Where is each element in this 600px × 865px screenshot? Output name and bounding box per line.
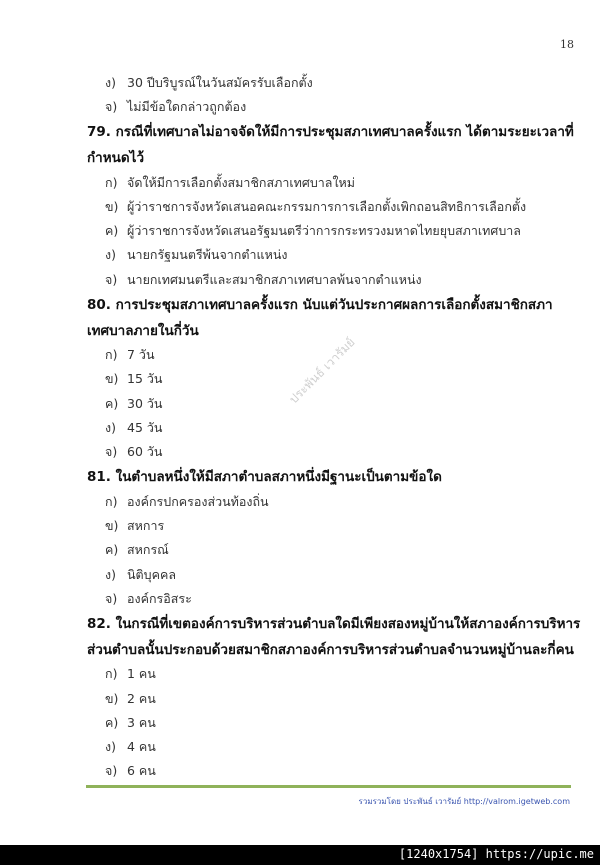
option-label: ก) <box>105 666 118 682</box>
answer-option <box>105 345 155 365</box>
option-text: ผู้ว่าราชการจังหวัดเสนอคณะกรรมการการเลือกตั้งเพิกถอนสิทธิการเลือกตั้ง <box>127 199 527 214</box>
option-label: ก) <box>105 174 118 190</box>
option-text: 45 วัน <box>127 419 163 435</box>
option-text: 30 ปีบริบูรณ์ในวันสมัครรับเลือกตั้ง <box>127 75 313 90</box>
answer-option <box>105 689 156 709</box>
image-info-bar <box>0 845 600 865</box>
option-text: 4 คน <box>127 738 156 754</box>
question-text: เทศบาลภายในกี่วัน <box>87 322 199 339</box>
option-text: ผู้ว่าราชการจังหวัดเสนอรัฐมนตรีว่าการกระทรวงมหาดไทยยุบสภาเทศบาล <box>127 223 521 239</box>
answer-option <box>105 492 269 512</box>
footer-credit: รวมรวมโดย ประพันธ์ เวารัมย์ http://valrom.igetweb.com <box>358 797 570 806</box>
option-label: ค) <box>105 542 119 558</box>
answer-option <box>105 442 162 462</box>
watermark: ประพันธ์ เวารัมย์ <box>286 335 358 407</box>
option-label: จ) <box>105 271 118 287</box>
option-label: จ) <box>105 444 118 459</box>
option-label: ข) <box>105 371 119 387</box>
answer-option <box>105 173 355 193</box>
option-text: นายกเทศมนตรีและสมาชิกสภาเทศบาลพ้นจากตำแหน่ง <box>127 271 422 287</box>
image-info-label: [1240x1754] https://upic.me <box>398 847 594 861</box>
option-text: สหการ <box>127 518 165 534</box>
option-text: 30 วัน <box>127 395 163 411</box>
option-text: องค์กรอิสระ <box>127 590 192 606</box>
option-text: นิติบุคคล <box>127 566 176 582</box>
answer-option <box>105 270 422 290</box>
answer-option <box>105 589 192 609</box>
answer-option <box>105 664 156 684</box>
question-text: 80. การประชุมสภาเทศบาลครั้งแรก นับแต่วันประกาศผลการเลือกตั้งสมาชิกสภา <box>87 296 553 313</box>
answer-option <box>105 369 162 389</box>
option-text: 60 วัน <box>127 444 163 459</box>
option-label: ค) <box>105 395 119 411</box>
option-text: 1 คน <box>127 666 156 682</box>
answer-option <box>105 73 313 93</box>
question-text: 81. ในตำบลหนึ่งให้มีสภาตำบลสภาหนึ่งมีฐานะเป็นตามข้อใด <box>87 469 442 486</box>
option-text: 7 วัน <box>127 347 155 363</box>
option-label: ก) <box>105 493 118 509</box>
option-label: ง) <box>105 75 116 90</box>
option-text: 15 วัน <box>127 371 163 387</box>
answer-option <box>105 540 169 560</box>
option-text: 2 คน <box>127 690 156 706</box>
option-label: จ) <box>105 590 118 606</box>
option-label: ข) <box>105 518 119 534</box>
answer-option <box>105 516 164 536</box>
answer-option <box>105 565 176 585</box>
page-number: 18 <box>560 38 574 51</box>
question-text: กำหนดไว้ <box>87 150 145 167</box>
answer-option <box>105 197 526 217</box>
option-text: นายกรัฐมนตรีพ้นจากตำแหน่ง <box>127 247 288 263</box>
answer-option <box>105 737 156 757</box>
answer-option <box>105 761 156 781</box>
answer-option <box>105 245 287 265</box>
option-label: ข) <box>105 199 119 214</box>
answer-option <box>105 713 156 733</box>
option-label: ก) <box>105 347 118 363</box>
answer-option <box>105 394 162 414</box>
option-text: จัดให้มีการเลือกตั้งสมาชิกสภาเทศบาลใหม่ <box>127 174 356 190</box>
option-label: จ) <box>105 763 118 779</box>
answer-option <box>105 418 162 438</box>
option-label: ง) <box>105 566 116 582</box>
option-label: ค) <box>105 714 119 730</box>
option-text: 3 คน <box>127 714 156 730</box>
option-text: ไม่มีข้อใดกล่าวถูกต้อง <box>127 99 247 115</box>
option-text: สหกรณ์ <box>127 542 169 558</box>
footer-rule <box>86 785 571 788</box>
option-label: ง) <box>105 738 116 754</box>
answer-option <box>105 97 246 117</box>
option-label: ค) <box>105 223 119 239</box>
option-text: 6 คน <box>127 763 156 779</box>
option-label: ง) <box>105 419 116 435</box>
question-text: ส่วนตำบลนั้นประกอบด้วยสมาชิกสภาองค์การบริหารส่วนตำบลจำนวนหมู่บ้านละกี่คน <box>87 641 574 658</box>
option-label: ข) <box>105 690 119 706</box>
answer-option <box>105 221 521 241</box>
question-text: 79. กรณีที่เทศบาลไม่อาจจัดให้มีการประชุมสภาเทศบาลครั้งแรก ได้ตามระยะเวลาที่ <box>87 124 574 141</box>
option-label: ง) <box>105 247 116 263</box>
option-label: จ) <box>105 99 118 115</box>
question-text: 82. ในกรณีที่เขตองค์การบริหารส่วนตำบลใดมีเพียงสองหมู่บ้านให้สภาองค์การบริหาร <box>87 615 581 632</box>
option-text: องค์กรปกครองส่วนท้องถิ่น <box>127 493 269 509</box>
